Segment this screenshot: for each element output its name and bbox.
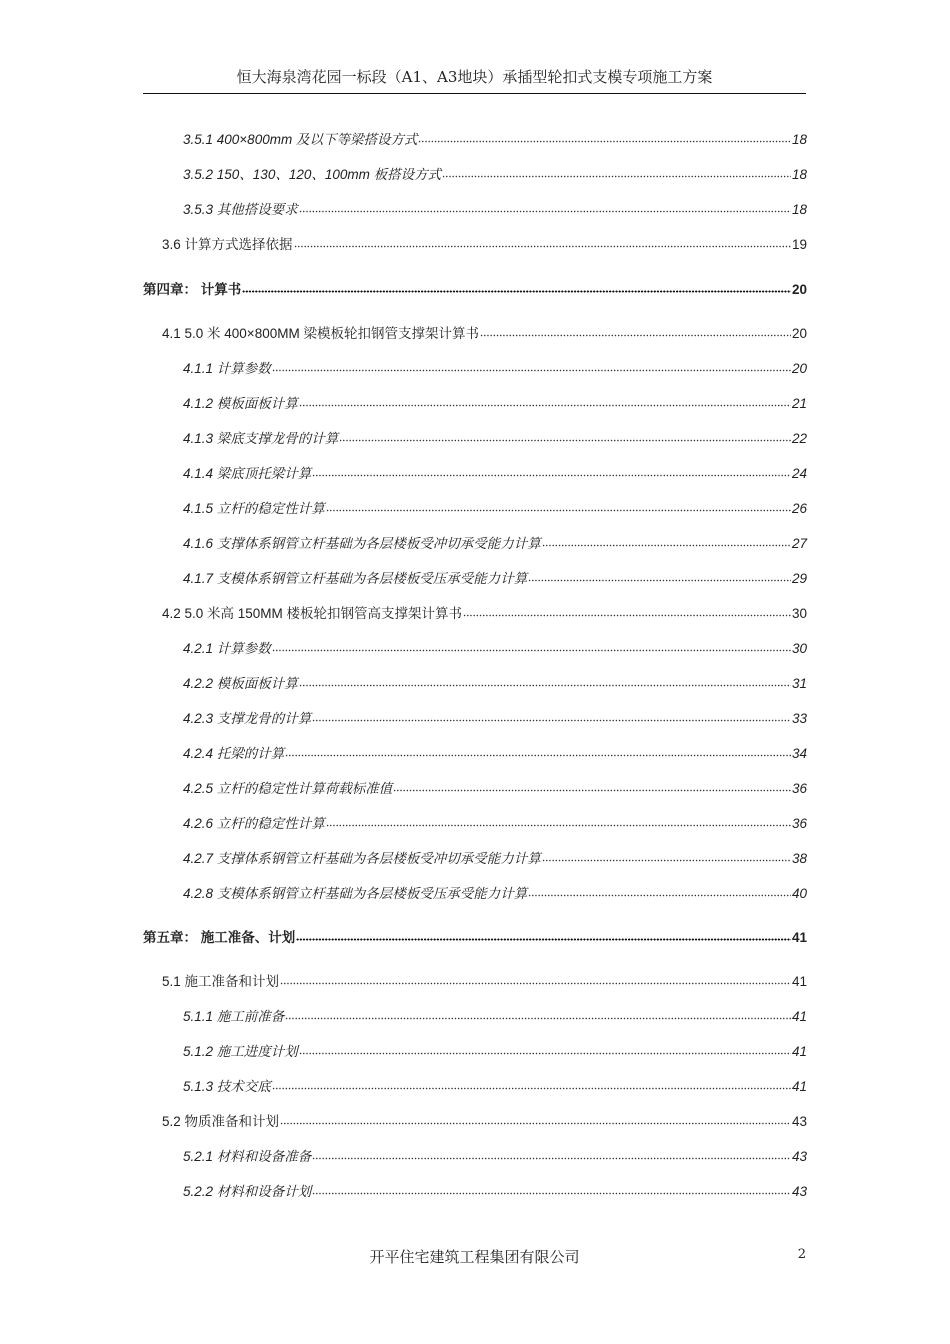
toc-entry-4-1-3[interactable] [183, 427, 807, 447]
toc-entry-label: 4.2.3 支撑龙骨的计算 [183, 711, 312, 726]
toc-entry-4-2-5[interactable] [183, 777, 807, 797]
dot-leader [312, 465, 791, 479]
toc-entry-label: 4.1.3 梁底支撑龙骨的计算 [183, 431, 339, 446]
toc-entry-3-5-1[interactable] [183, 128, 807, 148]
toc-chapter-4[interactable] [143, 278, 807, 298]
toc-chapter-5[interactable] [143, 926, 807, 946]
dot-leader [285, 745, 791, 759]
dot-leader [418, 131, 791, 145]
toc-chapter-label: 第五章： 施工准备、计划 [143, 930, 296, 945]
toc-entry-page: 24 [791, 466, 807, 481]
toc-entry-page: 41 [791, 1044, 807, 1059]
dot-leader [299, 675, 791, 689]
toc-entry-page: 41 [791, 974, 807, 989]
dot-leader [542, 535, 791, 549]
dot-leader [242, 281, 791, 295]
toc-entry-page: 36 [791, 781, 807, 796]
toc-entry-page: 43 [791, 1114, 807, 1129]
toc-entry-label: 4.1.6 支撑体系钢管立杆基础为各层楼板受冲切承受能力计算 [183, 536, 541, 551]
toc-entry-label: 5.2.2 材料和设备计划 [183, 1184, 312, 1199]
toc-entry-page: 30 [791, 606, 807, 621]
toc-entry-label: 4.2.7 支撑体系钢管立杆基础为各层楼板受冲切承受能力计算 [183, 851, 541, 866]
toc-entry-4-2[interactable] [162, 602, 807, 622]
toc-entry-label: 4.1.4 梁底顶托梁计算 [183, 466, 312, 481]
dot-leader [528, 885, 791, 899]
toc-entry-label: 4.1.1 计算参数 [183, 361, 271, 376]
toc-entry-label: 4.2.5 立杆的稳定性计算荷载标准值 [183, 781, 393, 796]
toc-entry-label: 3.5.3 其他搭设要求 [183, 202, 298, 217]
dot-leader [296, 929, 791, 943]
toc-entry-page: 19 [791, 237, 807, 252]
toc-entry-label: 3.6 计算方式选择依据 [162, 237, 293, 252]
page-header: 恒大海泉湾花园一标段（A1、A3地块）承插型轮扣式支模专项施工方案 [143, 66, 806, 94]
toc-entry-4-2-2[interactable] [183, 672, 807, 692]
dot-leader [272, 1078, 791, 1092]
toc-entry-label: 5.1.3 技术交底 [183, 1079, 271, 1094]
toc-entry-5-2-2[interactable] [183, 1180, 807, 1200]
toc-entry-4-1-2[interactable] [183, 392, 807, 412]
dot-leader [326, 500, 791, 514]
toc-entry-label: 5.1.2 施工进度计划 [183, 1044, 298, 1059]
toc-entry-page: 30 [791, 641, 807, 656]
dot-leader [299, 1043, 791, 1057]
toc-entry-page: 20 [791, 326, 807, 341]
dot-leader [272, 360, 791, 374]
toc-entry-page: 43 [791, 1149, 807, 1164]
dot-leader [272, 640, 791, 654]
toc-entry-4-1-7[interactable] [183, 567, 807, 587]
dot-leader [312, 1148, 791, 1162]
toc-entry-5-1-1[interactable] [183, 1005, 807, 1025]
toc-entry-4-1-4[interactable] [183, 462, 807, 482]
page-footer [143, 1246, 806, 1266]
dot-leader [312, 710, 791, 724]
page-number: 2 [797, 1247, 806, 1262]
toc-entry-page: 33 [791, 711, 807, 726]
toc-entry-4-2-8[interactable] [183, 882, 807, 902]
toc-entry-page: 29 [791, 571, 807, 586]
toc-entry-5-2-1[interactable] [183, 1145, 807, 1165]
toc-entry-label: 5.1.1 施工前准备 [183, 1009, 285, 1024]
dot-leader [339, 430, 791, 444]
toc-entry-4-1[interactable] [162, 322, 807, 342]
dot-leader [294, 236, 791, 250]
toc-entry-page: 43 [791, 1184, 807, 1199]
dot-leader [326, 815, 791, 829]
dot-leader [299, 395, 791, 409]
toc-entry-label: 5.2 物质准备和计划 [162, 1114, 280, 1129]
toc-entry-page: 36 [791, 816, 807, 831]
toc-entry-label: 4.1.2 模板面板计算 [183, 396, 298, 411]
toc-entry-4-1-5[interactable] [183, 497, 807, 517]
toc-entry-4-2-1[interactable] [183, 637, 807, 657]
toc-entry-page: 18 [791, 202, 807, 217]
toc-entry-label: 4.2.1 计算参数 [183, 641, 271, 656]
toc-entry-page: 26 [791, 501, 807, 516]
toc-entry-page: 41 [791, 1079, 807, 1094]
toc-entry-label: 4.2 5.0 米高 150MM 楼板轮扣钢管高支撑架计算书 [162, 606, 463, 621]
toc-entry-4-1-1[interactable] [183, 357, 807, 377]
toc-entry-4-2-6[interactable] [183, 812, 807, 832]
dot-leader [528, 570, 791, 584]
footer-company-name: 开平住宅建筑工程集团有限公司 [369, 1248, 580, 1266]
toc-entry-3-5-3[interactable] [183, 198, 807, 218]
toc-entry-page: 21 [791, 396, 807, 411]
toc-entry-label: 4.2.6 立杆的稳定性计算 [183, 816, 325, 831]
toc-entry-3-5-2[interactable] [183, 163, 807, 183]
toc-entry-page: 38 [791, 851, 807, 866]
dot-leader [312, 1183, 791, 1197]
toc-entry-4-2-4[interactable] [183, 742, 807, 762]
toc-entry-label: 3.5.2 150、130、120、100mm 板搭设方式 [183, 167, 442, 182]
toc-entry-page: 40 [791, 886, 807, 901]
toc-entry-page: 22 [791, 431, 807, 446]
dot-leader [442, 166, 791, 180]
toc-entry-page: 18 [791, 132, 807, 147]
toc-entry-5-1[interactable] [162, 970, 807, 990]
dot-leader [463, 605, 791, 619]
dot-leader [542, 850, 791, 864]
dot-leader [280, 973, 791, 987]
toc-entry-page: 27 [791, 536, 807, 551]
toc-entry-5-2[interactable] [162, 1110, 807, 1130]
dot-leader [280, 1113, 791, 1127]
toc-entry-page: 20 [791, 361, 807, 376]
toc-entry-4-2-3[interactable] [183, 707, 807, 727]
toc-entry-3-6[interactable] [162, 233, 807, 253]
toc-chapter-label: 第四章： 计算书 [143, 282, 242, 297]
toc-entry-4-2-7[interactable] [183, 847, 807, 867]
toc-entry-label: 4.1 5.0 米 400×800MM 梁模板轮扣钢管支撑架计算书 [162, 326, 479, 341]
toc-entry-page: 31 [791, 676, 807, 691]
toc-entry-page: 41 [791, 1009, 807, 1024]
toc-entry-label: 4.2.4 托梁的计算 [183, 746, 285, 761]
dot-leader [299, 201, 791, 215]
toc-entry-label: 4.1.5 立杆的稳定性计算 [183, 501, 325, 516]
toc-entry-label: 4.1.7 支模体系钢管立杆基础为各层楼板受压承受能力计算 [183, 571, 528, 586]
toc-chapter-page: 41 [791, 930, 807, 945]
dot-leader [393, 780, 791, 794]
toc-entry-5-1-2[interactable] [183, 1040, 807, 1060]
toc-chapter-page: 20 [791, 282, 807, 297]
toc-entry-label: 4.2.2 模板面板计算 [183, 676, 298, 691]
toc-entry-page: 18 [791, 167, 807, 182]
toc-entry-label: 4.2.8 支模体系钢管立杆基础为各层楼板受压承受能力计算 [183, 886, 528, 901]
toc-entry-4-1-6[interactable] [183, 532, 807, 552]
dot-leader [480, 325, 791, 339]
dot-leader [285, 1008, 791, 1022]
toc-entry-page: 34 [791, 746, 807, 761]
toc-entry-label: 5.1 施工准备和计划 [162, 974, 280, 989]
toc-entry-5-1-3[interactable] [183, 1075, 807, 1095]
toc-entry-label: 3.5.1 400×800mm 及以下等梁搭设方式 [183, 132, 418, 147]
toc-entry-label: 5.2.1 材料和设备准备 [183, 1149, 312, 1164]
